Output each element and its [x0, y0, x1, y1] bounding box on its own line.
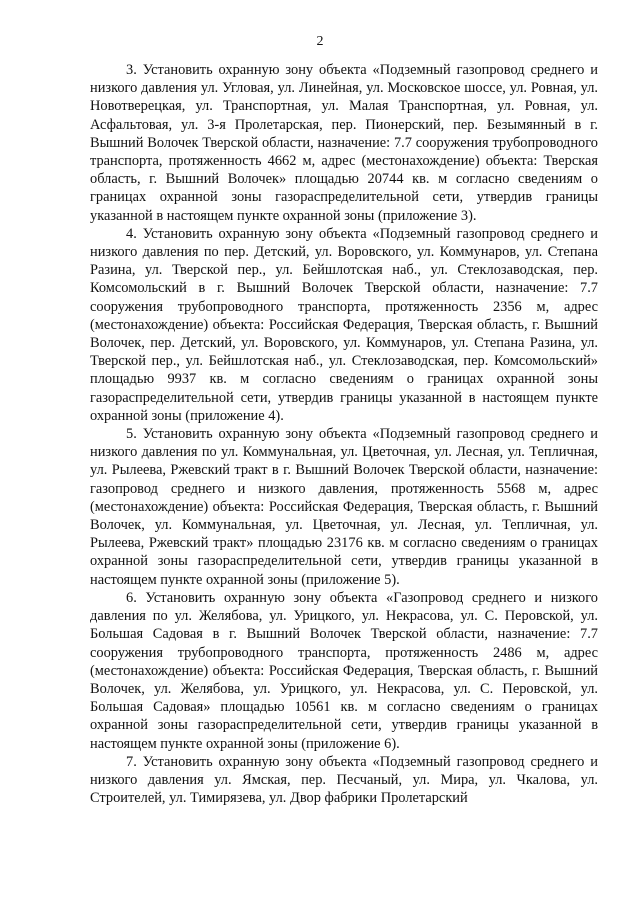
page-number: 2 [316, 34, 324, 49]
paragraph-item-3: 3. Установить охранную зону объекта «Подземный газопровод среднего и низкого давления ул. Угловая, ул. Линейная, ул. Московское шоссе, ул. Ровная, ул. Новотверецкая, ул. Транспортная, ул. Малая Транспортная, ул. Ровная, ул. Асфальтовая, ул. 3-я Пролетарская, пер. Пионерский, пер. Безымянный в г. Вышний Волочек Тверской области, назначение: 7.7 сооружения трубопроводного транспорта, протяженность 4662 м, адрес (местонахождение) объекта: Тверская область, г. Вышний Волочек» площадью 20744 кв. м согласно сведениям о границах охранной зоны газораспределительной сети, утвердив границы указанной в настоящем пункте охранной зоны (приложение 3). [90, 62, 598, 224]
paragraph-item-6: 6. Установить охранную зону объекта «Газопровод среднего и низкого давления по ул. Желябова, ул. Урицкого, ул. Некрасова, ул. С. Перовской, ул. Большая Садовая в г. Вышний Волочек Тверской области, назначение: 7.7 сооружения трубопроводного транспорта, протяженность 2486 м, адрес (местонахождение) объекта: Российская Федерация, Тверская область, г. Вышний Волочек, ул. Желябова, ул. Урицкого, ул. Некрасова, ул. С. Перовской, ул. Большая Садовая» площадью 10561 кв. м согласно сведениям о границах охранной зоны газораспределительной сети, утвердив границы указанной в настоящем пункте охранной зоны (приложение 6). [90, 589, 598, 752]
paragraph-item-5: 5. Установить охранную зону объекта «Подземный газопровод среднего и низкого давления по ул. Коммунальная, ул. Цветочная, ул. Лесная, ул. Тепличная, ул. Рылеева, Ржевский тракт в г. Вышний Волочек Тверской области, назначение: газопровод среднего и низкого давления, протяженность 5568 м, адрес (местонахождение) объекта: Российская Федерация, Тверская область, г. Вышний Волочек, ул. Коммунальная, ул. Цветочная, ул. Лесная, ул. Тепличная, ул. Рылеева, Ржевский тракт» площадью 23176 кв. м согласно сведениям о границах охранной зоны газораспределительной сети, утвердив границы указанной в настоящем пункте охранной зоны (приложение 5). [90, 426, 598, 588]
paragraph-item-7: 7. Установить охранную зону объекта «Подземный газопровод среднего и низкого давления ул. Ямская, пер. Песчаный, ул. Мира, ул. Чкалова, ул. Строителей, ул. Тимирязева, ул. Двор фабрики Пролетарский [90, 753, 598, 807]
paragraph-item-4: 4. Установить охранную зону объекта «Подземный газопровод среднего и низкого давления по пер. Детский, ул. Воровского, ул. Коммунаров, ул. Степана Разина, ул. Тверской пер., ул. Бейшлотская наб., ул. Стеклозаводская, пер. Комсомольский в г. Вышний Волочек Тверской области, назначение: 7.7 сооружения трубопроводного транспорта, протяженность 2356 м, адрес (местонахождение) объекта: Российская Федерация, Тверская область, г. Вышний Волочек, пер. Детский, ул. Воровского, ул. Коммунаров, ул. Степана Разина, ул. Тверской пер., ул. Бейшлотская наб., ул. Стеклозаводская, пер. Комсомольский» площадью 9937 кв. м согласно сведениям о границах охранной зоны газораспределительной сети, утвердив границы указанной в настоящем пункте охранной зоны (приложение 4). [90, 225, 598, 424]
document-body [90, 61, 598, 807]
